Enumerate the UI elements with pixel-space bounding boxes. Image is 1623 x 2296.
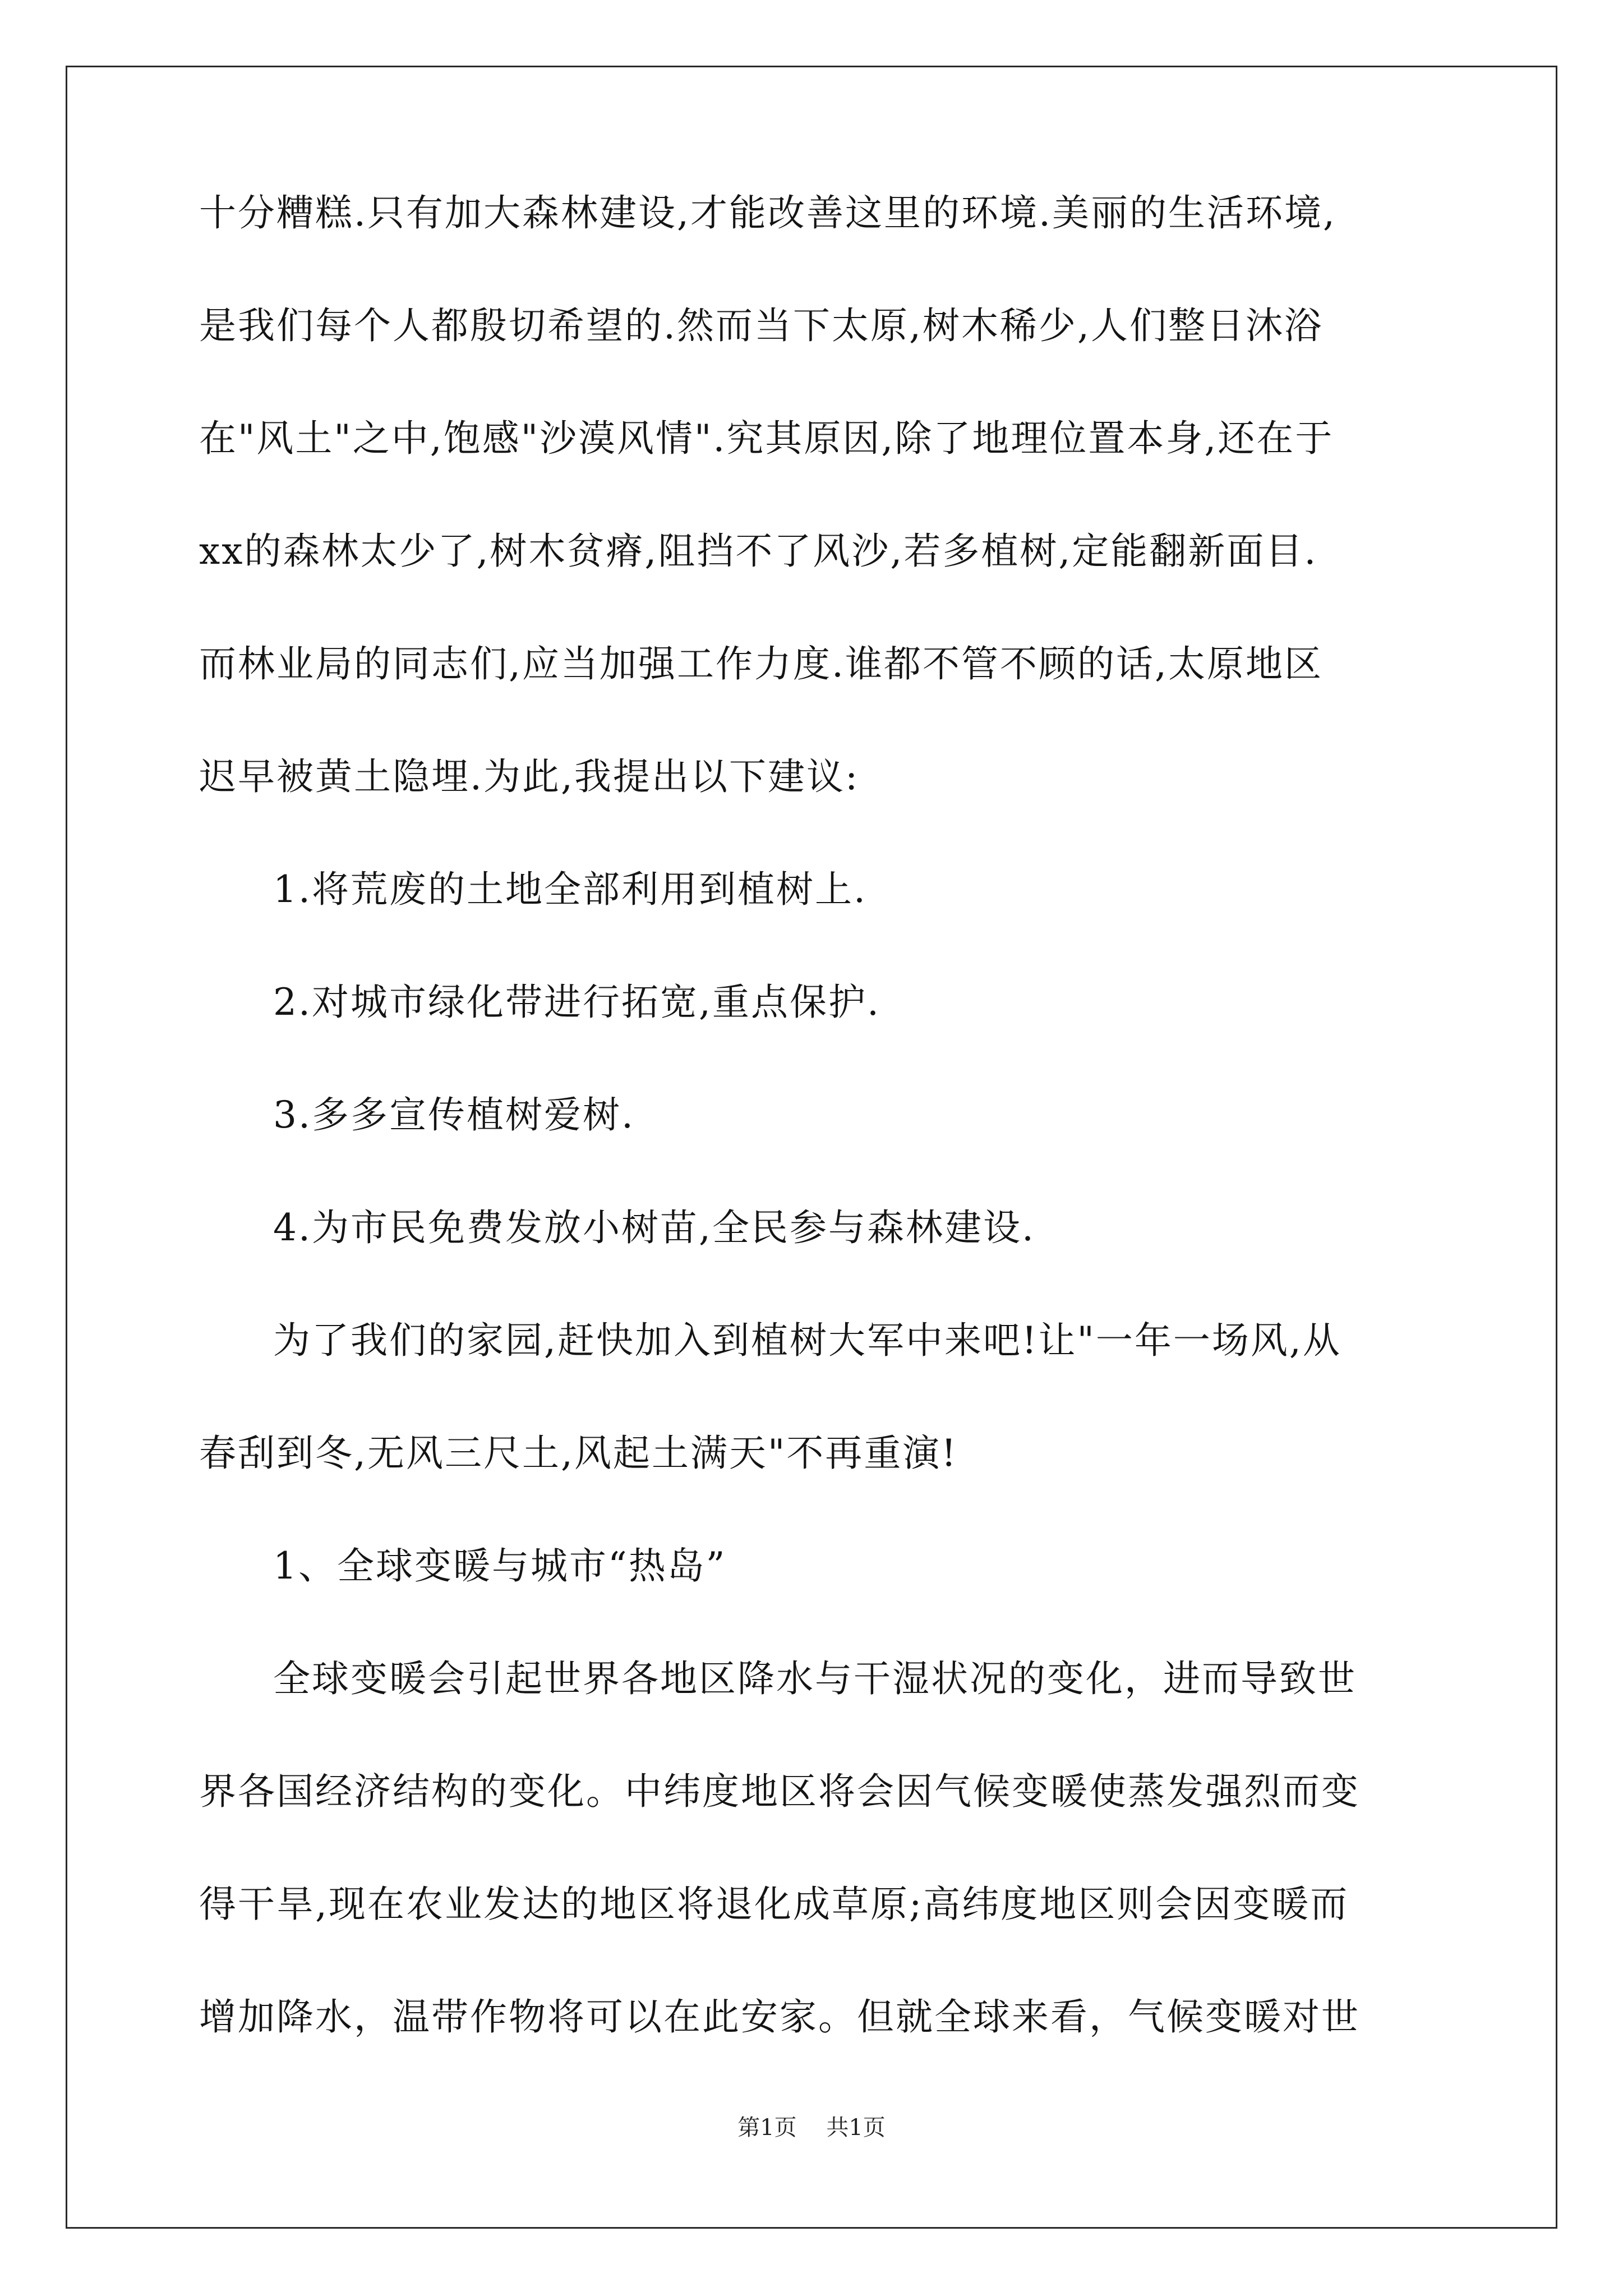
- paragraph-line: 在"风土"之中,饱感"沙漠风情".究其原因,除了地理位置本身,还在于: [199, 417, 1334, 460]
- paragraph-line: 全球变暖会引起世界各地区降水与干湿状况的变化，进而导致世: [273, 1657, 1357, 1700]
- list-item: 4.为市民免费发放小树苗,全民参与森林建设.: [273, 1206, 1035, 1249]
- paragraph-line: 得干旱,现在农业发达的地区将退化成草原;高纬度地区则会因变暖而: [199, 1883, 1349, 1926]
- paragraph-line: xx的森林太少了,树木贫瘠,阻挡不了风沙,若多植树,定能翻新面目.: [199, 530, 1318, 573]
- paragraph-line: 春刮到冬,无风三尺土,风起土满天"不再重演!: [199, 1432, 958, 1475]
- page-total: 共1页: [826, 2115, 886, 2141]
- list-item: 2.对城市绿化带进行拓宽,重点保护.: [273, 981, 880, 1024]
- paragraph-line: 而林业局的同志们,应当加强工作力度.谁都不管不顾的话,太原地区: [199, 642, 1323, 685]
- list-item: 3.多多宣传植树爱树.: [273, 1093, 635, 1137]
- paragraph-line: 增加降水，温带作物将可以在此安家。但就全球来看，气候变暖对世: [199, 1995, 1360, 2039]
- paragraph-line: 界各国经济结构的变化。中纬度地区将会因气候变暖使蒸发强烈而变: [199, 1770, 1360, 1813]
- paragraph-line: 为了我们的家园,赶快加入到植树大军中来吧!让"一年一场风,从: [273, 1319, 1341, 1362]
- paragraph-line: 是我们每个人都殷切希望的.然而当下太原,树木稀少,人们整日沐浴: [199, 304, 1323, 347]
- section-heading: 1、全球变暖与城市“热岛”: [273, 1544, 727, 1588]
- page-number: 第1页: [737, 2115, 797, 2141]
- paragraph-line: 十分糟糕.只有加大森林建设,才能改善这里的环境.美丽的生活环境,: [199, 191, 1336, 234]
- paragraph-line: 迟早被黄土隐埋.为此,我提出以下建议:: [199, 755, 860, 798]
- list-item: 1.将荒废的土地全部利用到植树上.: [273, 868, 867, 911]
- page-footer: [0, 2114, 1623, 2142]
